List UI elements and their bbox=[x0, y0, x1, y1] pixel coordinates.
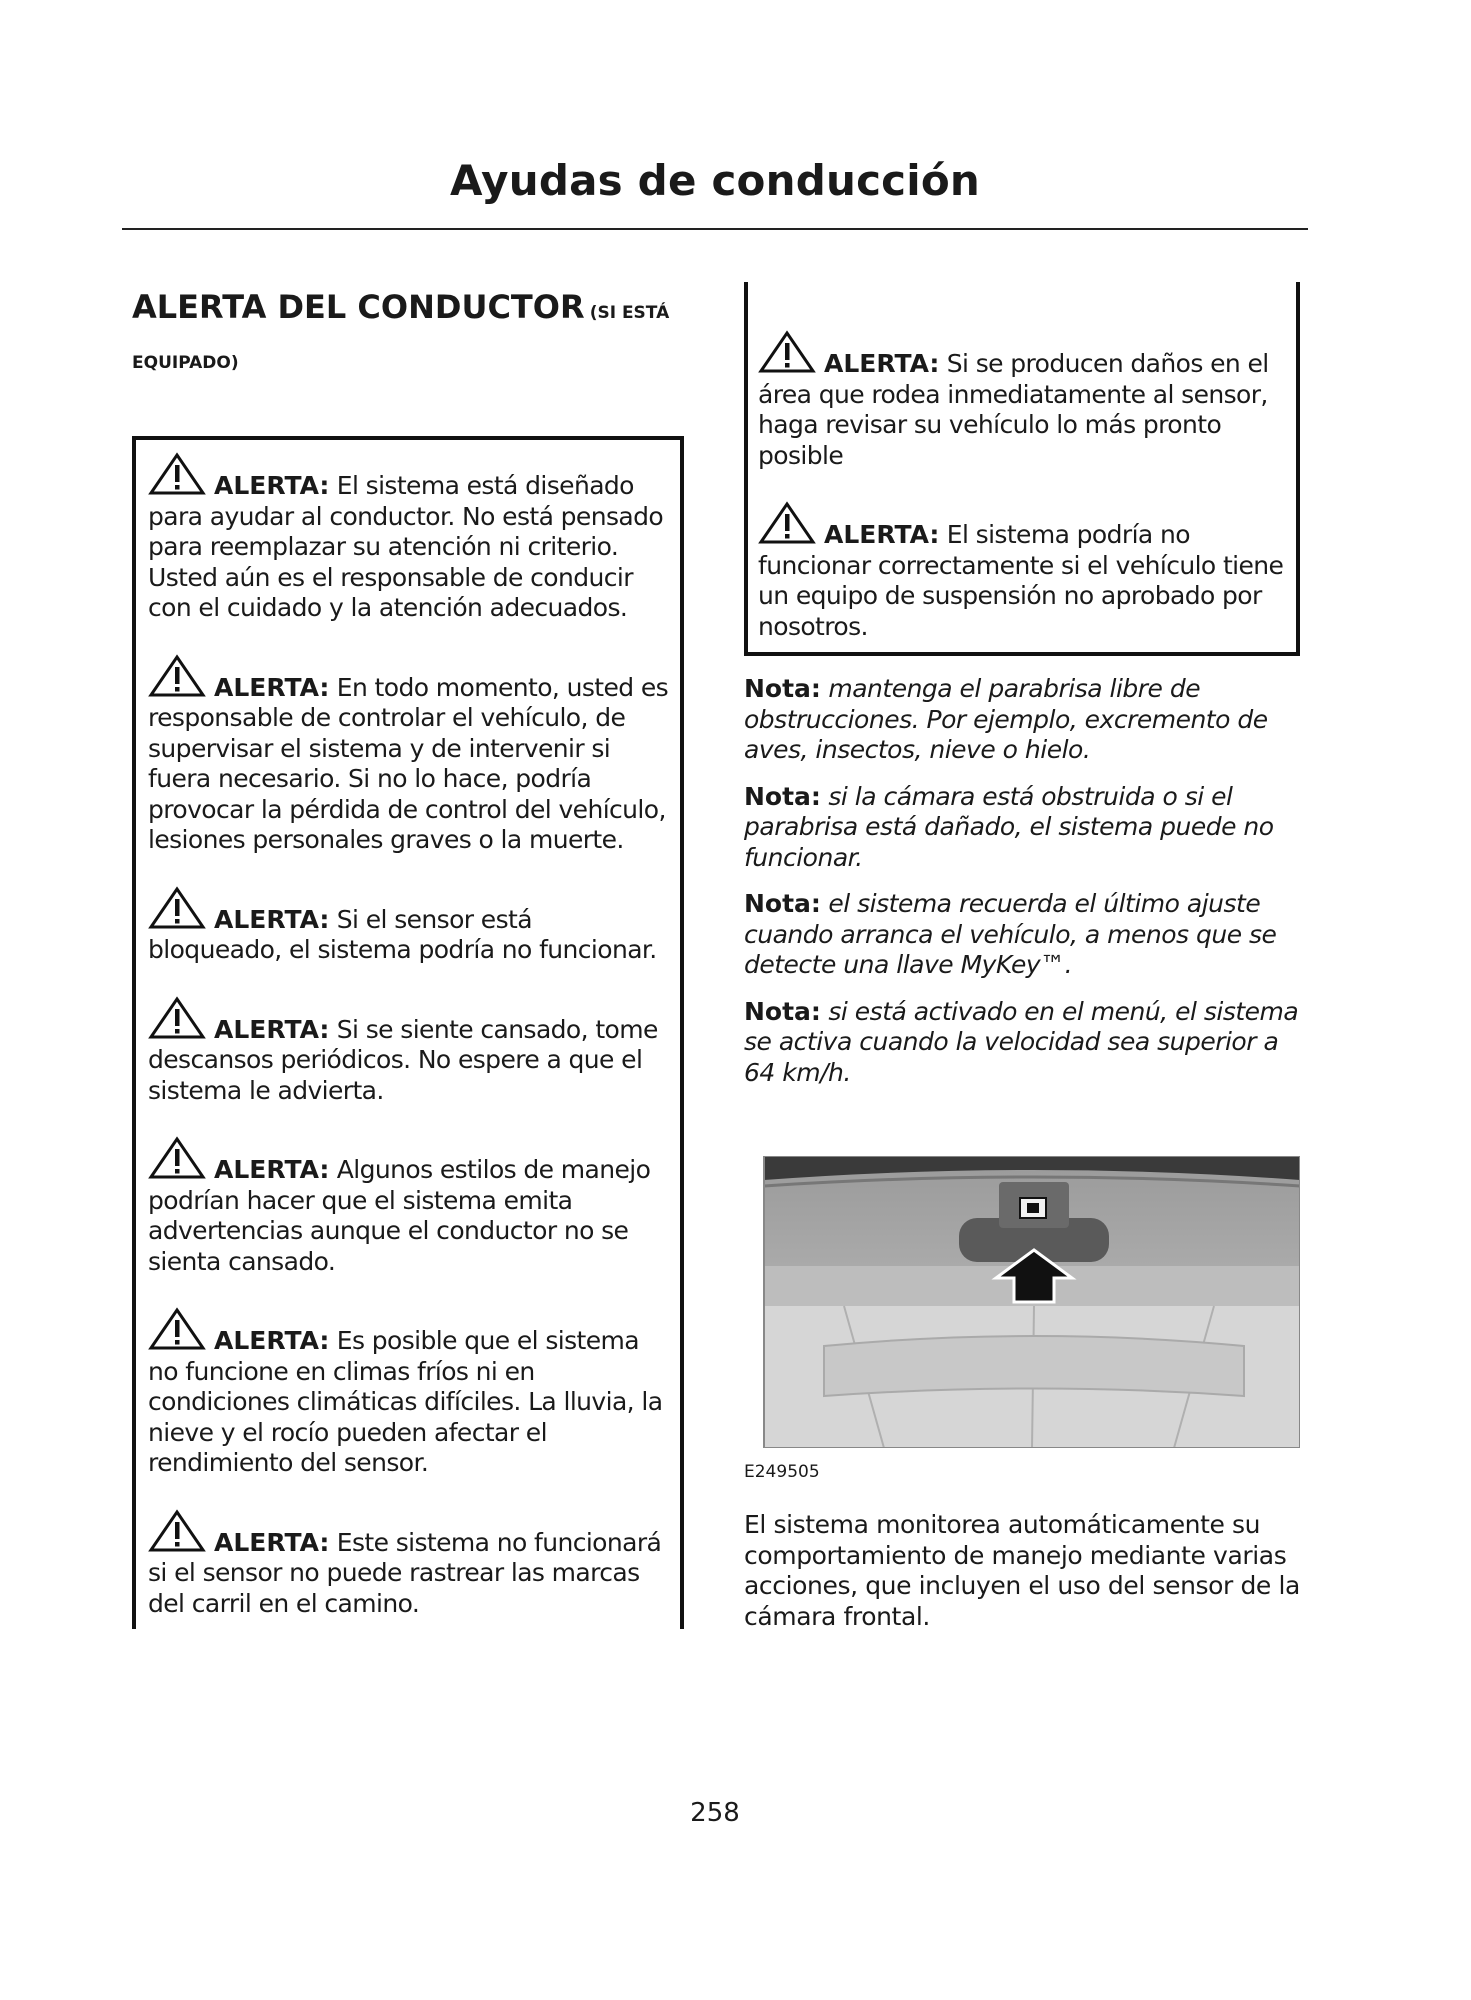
warning-item bbox=[148, 886, 672, 966]
note bbox=[744, 889, 1300, 981]
warning-label: ALERTA: bbox=[214, 471, 330, 500]
note-label: Nota: bbox=[744, 781, 821, 811]
warning-box-left bbox=[132, 436, 684, 1629]
warning-triangle-icon bbox=[148, 1307, 206, 1351]
warning-label: ALERTA: bbox=[824, 520, 940, 549]
page-title: Ayudas de conducción bbox=[449, 156, 981, 205]
warning-text: El sistema podría no funcionar correctamente si el vehículo tiene un equipo de suspensión no aprobado por nosotros. bbox=[758, 520, 1284, 641]
warning-triangle-icon bbox=[148, 996, 206, 1040]
warning-triangle-icon bbox=[148, 1509, 206, 1553]
warning-text: Es posible que el sistema no funcione en climas fríos ni en condiciones climáticas difíciles. La lluvia, la nieve y el rocío pueden afectar el rendimiento del sensor. bbox=[148, 1326, 663, 1477]
warning-triangle-icon bbox=[148, 886, 206, 930]
warning-box-right bbox=[744, 282, 1300, 656]
warning-item bbox=[758, 330, 1288, 471]
windshield-camera-illustration bbox=[744, 1156, 1300, 1448]
warning-item bbox=[148, 996, 672, 1107]
warning-text: Si se producen daños en el área que rodea inmediatamente al sensor, haga revisar su vehículo lo más pronto posible bbox=[758, 349, 1269, 470]
warning-item bbox=[148, 1307, 672, 1479]
warning-label: ALERTA: bbox=[214, 1527, 330, 1557]
right-column bbox=[744, 282, 1300, 1632]
warning-triangle-icon bbox=[758, 330, 816, 374]
figure-id: E249505 bbox=[744, 1462, 820, 1482]
warning-text: El sistema está diseñado para ayudar al conductor. No está pensado para reemplazar su atención ni criterio. Usted aún es el responsable de conducir con el cuidado y la atención adecuados. bbox=[148, 471, 664, 622]
note-text: si está activado en el menú, el sistema se activa cuando la velocidad sea superior a 64 km/h. bbox=[744, 996, 1299, 1087]
note bbox=[744, 782, 1300, 874]
warning-label: ALERTA: bbox=[214, 672, 330, 702]
warning-triangle-icon bbox=[148, 452, 206, 496]
section-title bbox=[132, 282, 684, 388]
note bbox=[744, 997, 1300, 1089]
warning-text: En todo momento, usted es responsable de controlar el vehículo, de supervisar el sistema y de intervenir si fuera necesario. Si no lo hace, podría provocar la pérdida de control del vehículo, lesiones personales graves o la muerte. bbox=[148, 672, 669, 854]
warning-triangle-icon bbox=[758, 501, 816, 545]
body-paragraph: El sistema monitorea automáticamente su comportamiento de manejo mediante varias acciones, que incluyen el uso del sensor de la cámara frontal. bbox=[744, 1510, 1300, 1631]
warning-triangle-icon bbox=[148, 654, 206, 698]
warning-item bbox=[148, 654, 672, 856]
warning-label: ALERTA: bbox=[824, 349, 940, 378]
note bbox=[744, 674, 1300, 766]
warning-text: Si el sensor está bloqueado, el sistema podría no funcionar. bbox=[148, 904, 657, 964]
warning-item bbox=[148, 1509, 672, 1620]
section-title-main: ALERTA DEL CONDUCTOR bbox=[132, 288, 585, 326]
note-label: Nota: bbox=[744, 996, 821, 1026]
page-number: 258 bbox=[690, 1798, 740, 1828]
warning-item bbox=[148, 452, 672, 624]
section-title-sub: (SI ESTÁ EQUIPADO) bbox=[132, 303, 670, 373]
warning-text: Si se siente cansado, tome descansos periódicos. No espere a que el sistema le advierta. bbox=[148, 1014, 658, 1105]
note-text: mantenga el parabrisa libre de obstrucciones. Por ejemplo, excremento de aves, insectos, nieve o hielo. bbox=[744, 674, 1268, 764]
note-text: si la cámara está obstruida o si el parabrisa está dañado, el sistema puede no funcionar. bbox=[744, 781, 1274, 872]
warning-triangle-icon bbox=[148, 1136, 206, 1180]
camera-sensor-figure bbox=[744, 1156, 1300, 1448]
note-label: Nota: bbox=[744, 889, 821, 918]
warning-label: ALERTA: bbox=[214, 1155, 330, 1184]
warning-label: ALERTA: bbox=[214, 904, 330, 934]
warning-text: Algunos estilos de manejo podrían hacer que el sistema emita advertencias aunque el conductor no se sienta cansado. bbox=[148, 1155, 651, 1276]
warning-item bbox=[758, 501, 1288, 642]
note-label: Nota: bbox=[744, 674, 821, 703]
warning-label: ALERTA: bbox=[214, 1014, 330, 1044]
left-column bbox=[132, 282, 684, 1629]
warning-item bbox=[148, 1136, 672, 1277]
warning-label: ALERTA: bbox=[214, 1326, 330, 1355]
header-divider bbox=[122, 228, 1308, 230]
warning-text: Este sistema no funcionará si el sensor no puede rastrear las marcas del carril en el camino. bbox=[148, 1527, 662, 1618]
note-text: el sistema recuerda el último ajuste cuando arranca el vehículo, a menos que se detecte una llave MyKey™. bbox=[744, 889, 1277, 979]
